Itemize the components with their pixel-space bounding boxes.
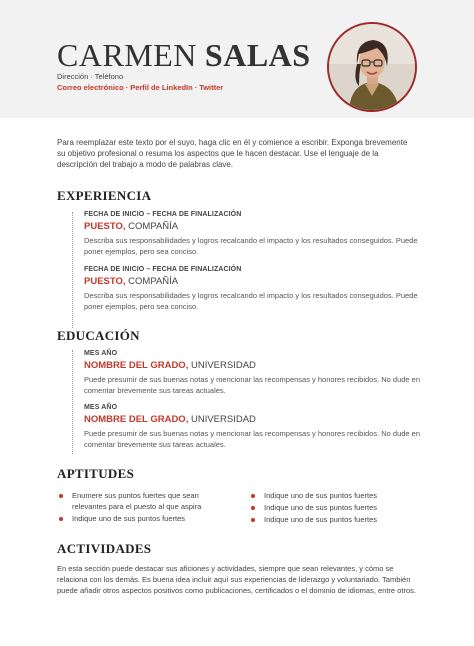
experience-timeline xyxy=(72,212,73,328)
degree-name: NOMBRE DEL GRADO, xyxy=(84,414,189,425)
contact-line-address-phone[interactable] xyxy=(57,72,123,81)
portrait-image xyxy=(329,24,415,110)
education-description: Puede presumir de sus buenas notas y mencionar las recompensas y honores recibidos. No dude en comentar brevemente sus tareas actuales. xyxy=(84,375,421,395)
skill-text: Enumere sus puntos fuertes que sean relevantes para el puesto al que aspira xyxy=(72,491,202,511)
email-text: Correo electrónico xyxy=(57,83,124,92)
education-degree xyxy=(84,360,424,371)
bullet-icon xyxy=(251,518,255,522)
profile-photo[interactable] xyxy=(327,22,417,112)
skill-text: Indique uno de sus puntos fuertes xyxy=(264,503,377,512)
skill-text: Indique uno de sus puntos fuertes xyxy=(72,514,185,523)
education-description: Puede presumir de sus buenas notas y mencionar las recompensas y honores recibidos. No dude en comentar brevemente sus tareas actuales. xyxy=(84,429,421,449)
activities-text[interactable]: En esta sección puede destacar sus aficiones y actividades, siempre que sean relevantes, y cómo se relaciona con los demás. Es buena idea incluir aquí sus experiencias de liderazgo y voluntariado. También puede añadir otros aspectos positivos como publicaciones, certificados o el dominio de idiomas, entre otros. xyxy=(57,564,416,595)
experience-entry[interactable] xyxy=(84,211,424,257)
phone-text: Teléfono xyxy=(94,72,124,81)
skill-text: Indique uno de sus puntos fuertes xyxy=(264,515,377,524)
skill-item[interactable] xyxy=(250,502,420,513)
university-name: UNIVERSIDAD xyxy=(190,414,256,425)
degree-name: NOMBRE DEL GRADO, xyxy=(84,360,189,371)
skills-list-left xyxy=(58,490,228,525)
bullet-icon xyxy=(59,494,63,498)
education-dates: MES AÑO xyxy=(84,350,118,357)
experience-heading: EXPERIENCIA xyxy=(57,188,152,203)
intro-summary[interactable]: Para reemplazar este texto por el suyo, haga clic en él y comience a escribir. Exponga brevemente su objetivo profesional o resuma los aspectos que le hacen destacar. Use el lenguaje de la descripción del trabajo a modo de palabras clave. xyxy=(57,138,408,169)
experience-role xyxy=(84,221,424,232)
company-name: COMPAÑÍA xyxy=(128,276,179,287)
resume-header xyxy=(0,0,474,118)
experience-description: Describa sus responsabilidades y logros recalcando el impacto y los resultados conseguidos. Puede poner ejemplos, pero sea conciso. xyxy=(84,291,418,311)
experience-role xyxy=(84,276,424,287)
full-name[interactable] xyxy=(57,38,311,72)
skill-text: Indique uno de sus puntos fuertes xyxy=(264,491,377,500)
company-name: COMPAÑÍA xyxy=(128,221,179,232)
skills-list-right xyxy=(250,490,420,526)
education-degree xyxy=(84,414,424,425)
experience-entry[interactable] xyxy=(84,266,424,312)
contact-line-online[interactable] xyxy=(57,83,223,92)
university-name: UNIVERSIDAD xyxy=(190,360,256,371)
linkedin-text: Perfil de LinkedIn xyxy=(130,83,193,92)
experience-dates: FECHA DE INICIO – FECHA DE FINALIZACIÓN xyxy=(84,211,242,218)
experience-description: Describa sus responsabilidades y logros recalcando el impacto y los resultados conseguidos. Puede poner ejemplos, pero sea conciso. xyxy=(84,236,418,256)
job-title: PUESTO, xyxy=(84,276,126,287)
skill-item[interactable] xyxy=(250,490,420,501)
address-text: Dirección xyxy=(57,72,89,81)
last-name: SALAS xyxy=(204,37,311,73)
education-entry[interactable] xyxy=(84,350,424,396)
activities-heading: ACTIVIDADES xyxy=(57,541,152,556)
bullet-icon xyxy=(251,506,255,510)
education-dates: MES AÑO xyxy=(84,404,118,411)
education-entry[interactable] xyxy=(84,404,424,450)
education-timeline xyxy=(72,350,73,454)
job-title: PUESTO, xyxy=(84,221,126,232)
education-heading: EDUCACIÓN xyxy=(57,328,140,343)
bullet-icon xyxy=(59,517,63,521)
first-name: CARMEN xyxy=(57,37,197,73)
bullet-icon xyxy=(251,494,255,498)
twitter-text: Twitter xyxy=(199,83,224,92)
skill-item[interactable] xyxy=(58,513,228,524)
skill-item[interactable] xyxy=(58,490,228,512)
skills-heading: APTITUDES xyxy=(57,466,135,481)
skill-item[interactable] xyxy=(250,514,420,525)
separator: · xyxy=(194,83,198,92)
separator: · xyxy=(90,72,93,81)
experience-dates: FECHA DE INICIO – FECHA DE FINALIZACIÓN xyxy=(84,266,242,273)
separator: · xyxy=(125,83,129,92)
